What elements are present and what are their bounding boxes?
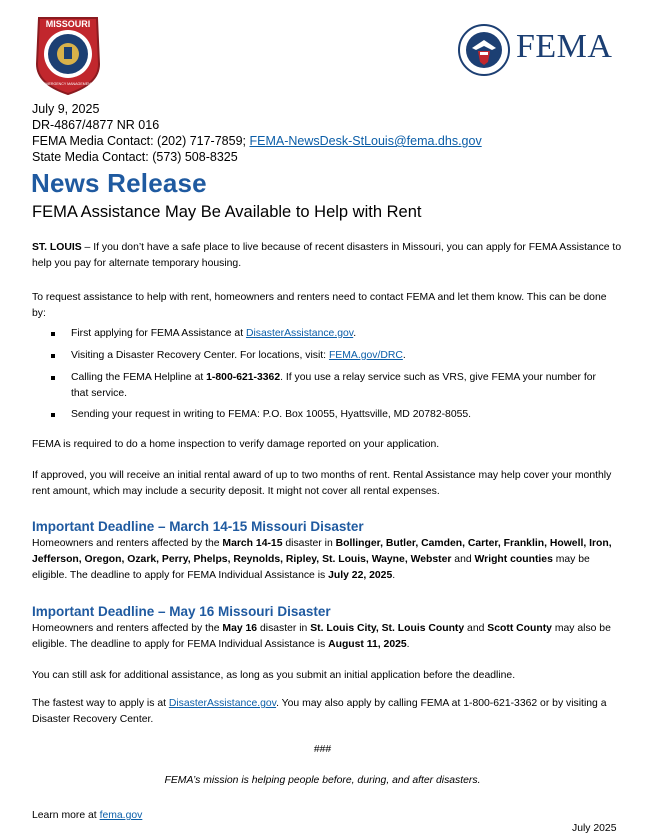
missouri-emergency-management-logo [33, 14, 103, 96]
learn-more-text: Learn more at [32, 810, 100, 821]
seal-text-top: MISSOURI [45, 19, 91, 29]
request-paragraph: To request assistance to help with rent, homeowners and renters need to contact FEMA and let them know. This can be done by: [32, 292, 607, 319]
d2-t5: . [406, 639, 410, 650]
d1-deadline-date: July 22, 2025 [328, 570, 393, 581]
d2-t1: Homeowners and renters affected by the [32, 623, 223, 634]
mission-statement: FEMA’s mission is helping people before, during, and after disasters. [164, 775, 481, 786]
d1-t3: and [451, 554, 475, 565]
bullet-visit-drc [71, 348, 611, 364]
deadline-1-paragraph [32, 536, 622, 584]
bullet-2-end: . [402, 350, 406, 361]
seal-text-bottom: EMERGENCY MANAGEMENT [43, 82, 93, 86]
disaster-assistance-link-2[interactable]: DisasterAssistance.gov [168, 698, 277, 709]
deadline-2-paragraph [32, 621, 622, 653]
end-mark: ### [313, 744, 332, 755]
inspection-paragraph: FEMA is required to do a home inspection to verify damage reported on your application. [32, 439, 440, 450]
intro-paragraph [32, 240, 622, 272]
page-title: News Release [31, 168, 207, 198]
fastest-t2: . You may also apply by calling FEMA at 1-800-621-3362 or by visiting a Disaster Recovery Center. [32, 698, 607, 725]
bullet-2-text: Visiting a Disaster Recovery Center. For locations, visit: [71, 350, 329, 361]
dateline: ST. LOUIS [32, 242, 82, 253]
d2-b3: Scott County [487, 623, 552, 634]
d1-t4: may be eligible. The deadline to apply for FEMA Individual Assistance is [32, 554, 590, 581]
bullet-apply-online [71, 326, 611, 342]
fema-wordmark: FEMA [516, 28, 613, 65]
d2-b1: May 16 [222, 623, 258, 634]
d1-t1: Homeowners and renters affected by the [32, 538, 223, 549]
bullet-1-text: First applying for FEMA Assistance at [71, 328, 246, 339]
deadline-2-heading: Important Deadline – May 16 Missouri Disaster [32, 604, 331, 619]
d2-deadline-date: August 11, 2025 [328, 639, 407, 650]
bullet-marker [51, 332, 55, 336]
d2-t4: may also be eligible. The deadline to apply for FEMA Individual Assistance is [32, 623, 611, 650]
helpline-number: 1-800-621-3362 [206, 372, 281, 383]
page-subtitle: FEMA Assistance May Be Available to Help with Rent [32, 203, 422, 221]
learn-more [32, 810, 142, 821]
bullet-marker [51, 376, 55, 380]
disaster-assistance-link[interactable]: DisasterAssistance.gov [245, 328, 354, 339]
state-media-contact: State Media Contact: (573) 508-8325 [32, 150, 238, 164]
fema-drc-link[interactable]: FEMA.gov/DRC [328, 350, 403, 361]
bullet-send-writing: Sending your request in writing to FEMA: P.O. Box 10055, Hyattsville, MD 20782-8055. [71, 409, 472, 420]
bullet-1-end: . [353, 328, 357, 339]
bullet-call-helpline [71, 370, 611, 402]
d2-counties: St. Louis City, St. Louis County [310, 623, 465, 634]
bullet-3-end: . If you use a relay service such as VRS, give FEMA your number for that service. [71, 372, 596, 399]
d1-counties: Bollinger, Butler, Camden, Carter, Franklin, Howell, Iron, Jefferson, Oregon, Ozark, Perry, Phelps, Reynolds, Ripley, St. Louis, Wayne, Webster [32, 538, 612, 565]
additional-assistance-paragraph: You can still ask for additional assistance, as long as you submit an initial application before the deadline. [32, 670, 516, 681]
fema-contact-label: FEMA Media Contact: (202) 717-7859; [32, 134, 250, 148]
footer-date: July 2025 [572, 823, 617, 834]
fema-media-contact [32, 134, 482, 149]
release-date: July 9, 2025 [32, 102, 100, 116]
bullet-marker [51, 413, 55, 417]
d2-t3: and [464, 623, 488, 634]
approved-paragraph: If approved, you will receive an initial rental award of up to two months of rent. Rental Assistance may help cover your monthly rent amount, which may include a security deposit. It might not cover all rental expenses. [32, 470, 612, 497]
intro-text: – If you don’t have a safe place to live because of recent disasters in Missouri, you can apply for FEMA Assistance to help you pay for alternate temporary housing. [32, 242, 622, 269]
fastest-way-paragraph [32, 696, 622, 728]
deadline-1-heading: Important Deadline – March 14-15 Missouri Disaster [32, 519, 364, 534]
fastest-t1: The fastest way to apply is at [32, 698, 169, 709]
d1-t5: . [392, 570, 396, 581]
d2-t2: disaster in [257, 623, 311, 634]
bullet-marker [51, 354, 55, 358]
d1-b3: Wright counties [474, 554, 553, 565]
d1-t2: disaster in [282, 538, 336, 549]
bullet-3-text: Calling the FEMA Helpline at [71, 372, 207, 383]
release-number: DR-4867/4877 NR 016 [32, 118, 160, 132]
d1-b1: March 14-15 [222, 538, 283, 549]
fema-contact-email-link[interactable]: FEMA-NewsDesk-StLouis@fema.dhs.gov [249, 134, 482, 148]
fema-gov-link[interactable]: fema.gov [99, 810, 143, 821]
dhs-seal-icon [458, 24, 510, 76]
